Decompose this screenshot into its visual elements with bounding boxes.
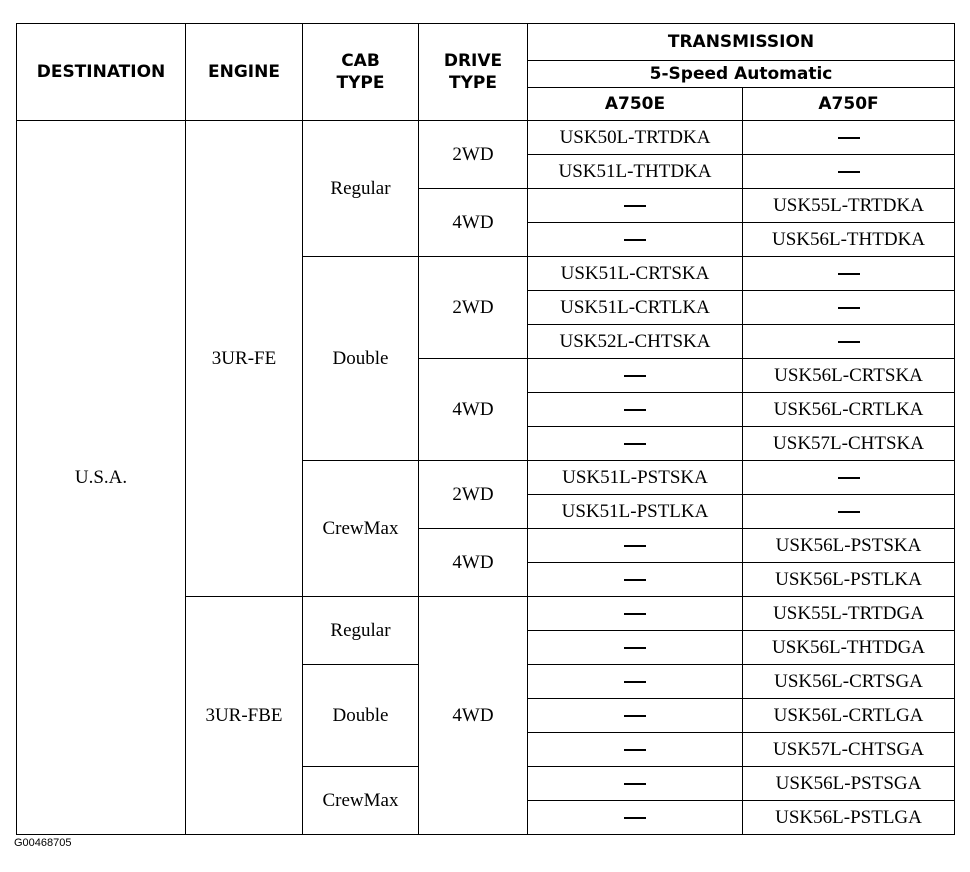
model-code-table: [16, 23, 955, 835]
figure-id: G00468705: [14, 837, 72, 849]
a750f-cell: [743, 155, 955, 189]
engine-cell: 3UR-FBE: [186, 597, 303, 835]
a750e-cell: [528, 393, 743, 427]
not-applicable-dash: [838, 341, 860, 343]
drive-cell: 4WD: [419, 189, 528, 257]
cab-cell: CrewMax: [303, 461, 419, 597]
not-applicable-dash: [624, 613, 646, 615]
drive-cell: 4WD: [419, 597, 528, 835]
a750f-cell: USK56L-PSTLKA: [743, 563, 955, 597]
a750f-cell: USK55L-TRTDGA: [743, 597, 955, 631]
drive-cell: 4WD: [419, 529, 528, 597]
not-applicable-dash: [624, 545, 646, 547]
a750e-cell: USK51L-CRTLKA: [528, 291, 743, 325]
a750e-cell: [528, 427, 743, 461]
a750f-cell: [743, 257, 955, 291]
a750f-cell: USK56L-PSTSKA: [743, 529, 955, 563]
a750e-cell: [528, 767, 743, 801]
drive-type-header-line2: TYPE: [449, 73, 497, 93]
destination-cell: U.S.A.: [17, 121, 186, 835]
cab-cell: Double: [303, 257, 419, 461]
not-applicable-dash: [624, 647, 646, 649]
a750e-cell: [528, 801, 743, 835]
a750f-cell: [743, 495, 955, 529]
a750e-cell: USK51L-PSTLKA: [528, 495, 743, 529]
a750e-cell: [528, 699, 743, 733]
a750e-cell: [528, 189, 743, 223]
not-applicable-dash: [838, 137, 860, 139]
not-applicable-dash: [624, 817, 646, 819]
a750f-cell: [743, 291, 955, 325]
speed-header: 5-Speed Automatic: [528, 61, 955, 88]
not-applicable-dash: [624, 783, 646, 785]
cab-cell: Regular: [303, 121, 419, 257]
a750e-cell: [528, 733, 743, 767]
not-applicable-dash: [838, 511, 860, 513]
not-applicable-dash: [624, 681, 646, 683]
engine-cell: 3UR-FE: [186, 121, 303, 597]
a750e-cell: [528, 631, 743, 665]
a750f-cell: USK56L-CRTLKA: [743, 393, 955, 427]
drive-cell: 2WD: [419, 461, 528, 529]
a750e-cell: USK52L-CHTSKA: [528, 325, 743, 359]
a750e-cell: [528, 529, 743, 563]
a750f-cell: [743, 461, 955, 495]
a750f-cell: [743, 121, 955, 155]
a750f-cell: USK56L-CRTLGA: [743, 699, 955, 733]
a750e-cell: USK51L-PSTSKA: [528, 461, 743, 495]
a750e-cell: [528, 563, 743, 597]
cab-type-header: [303, 24, 419, 121]
a750f-cell: USK56L-PSTSGA: [743, 767, 955, 801]
a750e-cell: [528, 597, 743, 631]
not-applicable-dash: [624, 443, 646, 445]
cab-cell: Double: [303, 665, 419, 767]
not-applicable-dash: [838, 477, 860, 479]
cab-cell: Regular: [303, 597, 419, 665]
not-applicable-dash: [624, 375, 646, 377]
not-applicable-dash: [838, 171, 860, 173]
a750f-cell: USK56L-CRTSGA: [743, 665, 955, 699]
drive-type-header: [419, 24, 528, 121]
transmission-header: TRANSMISSION: [528, 24, 955, 61]
cab-type-header-line2: TYPE: [336, 73, 385, 93]
drive-cell: 4WD: [419, 359, 528, 461]
cab-type-header-line1: CAB: [341, 51, 380, 71]
a750e-cell: USK51L-THTDKA: [528, 155, 743, 189]
not-applicable-dash: [624, 205, 646, 207]
not-applicable-dash: [624, 409, 646, 411]
not-applicable-dash: [838, 307, 860, 309]
a750f-cell: USK57L-CHTSKA: [743, 427, 955, 461]
a750e-cell: [528, 223, 743, 257]
destination-header: DESTINATION: [17, 24, 186, 121]
a750e-header: A750E: [528, 88, 743, 121]
a750f-cell: USK56L-PSTLGA: [743, 801, 955, 835]
a750f-cell: USK56L-CRTSKA: [743, 359, 955, 393]
drive-type-header-line1: DRIVE: [443, 51, 503, 71]
not-applicable-dash: [624, 579, 646, 581]
a750e-cell: [528, 665, 743, 699]
a750f-cell: USK56L-THTDGA: [743, 631, 955, 665]
a750e-cell: USK50L-TRTDKA: [528, 121, 743, 155]
a750f-header: A750F: [743, 88, 955, 121]
a750f-cell: [743, 325, 955, 359]
not-applicable-dash: [624, 749, 646, 751]
a750f-cell: USK57L-CHTSGA: [743, 733, 955, 767]
a750e-cell: [528, 359, 743, 393]
drive-cell: 2WD: [419, 121, 528, 189]
engine-header: ENGINE: [186, 24, 303, 121]
a750f-cell: USK56L-THTDKA: [743, 223, 955, 257]
not-applicable-dash: [624, 239, 646, 241]
not-applicable-dash: [838, 273, 860, 275]
a750f-cell: USK55L-TRTDKA: [743, 189, 955, 223]
table-row: [17, 121, 955, 155]
not-applicable-dash: [624, 715, 646, 717]
a750e-cell: USK51L-CRTSKA: [528, 257, 743, 291]
drive-cell: 2WD: [419, 257, 528, 359]
cab-cell: CrewMax: [303, 767, 419, 835]
